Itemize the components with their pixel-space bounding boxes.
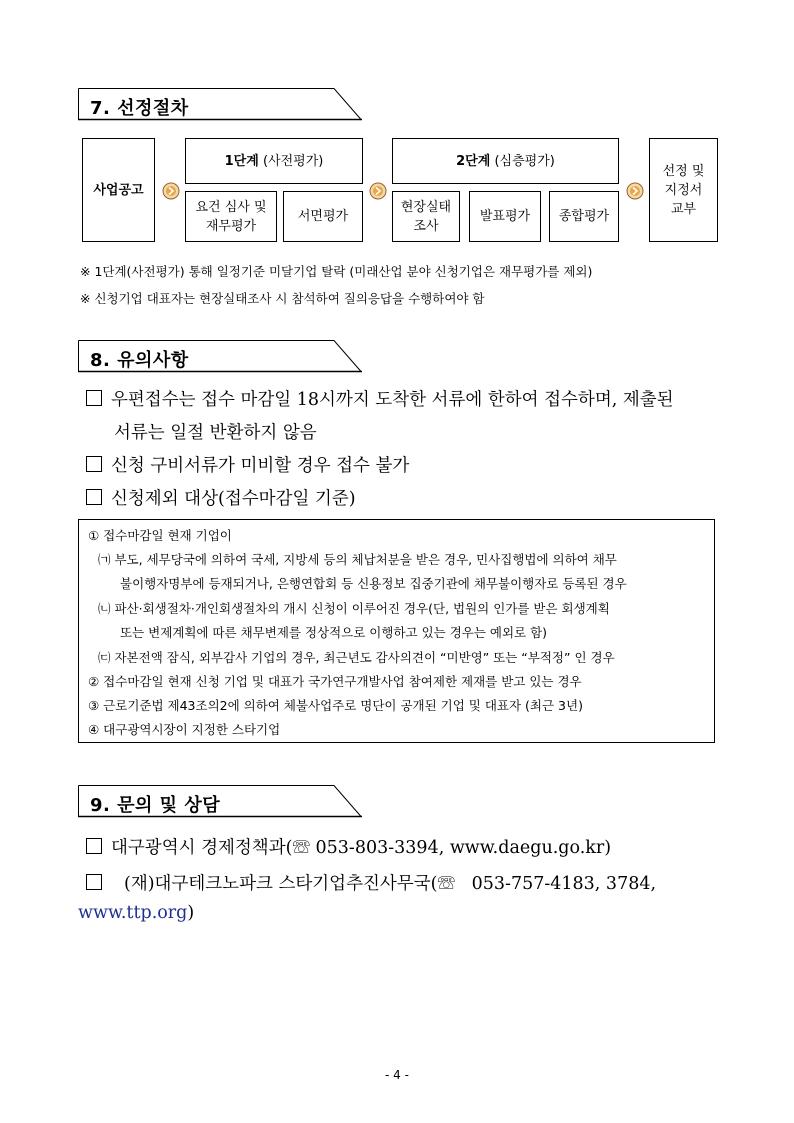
- flow-arrow-icon: [369, 182, 387, 200]
- exclusion-4: ④ 대구광역시장이 지정한 스타기업: [88, 722, 281, 737]
- contact-close-paren: ): [187, 903, 195, 923]
- exclusion-3: ③ 근로기준법 제43조의2에 의하여 체불사업주로 명단이 공개된 기업 및 대표자 (최근 3년): [88, 698, 583, 713]
- flow-stage2-field: [392, 191, 460, 242]
- checkbox-icon: [86, 390, 102, 406]
- page-number: - 4 -: [385, 1068, 409, 1082]
- phone-icon: ☏: [437, 874, 455, 894]
- contact-phone: 053-803-3394, www.daegu.go.kr): [315, 838, 612, 858]
- exclusion-1a: ㈀ 부도, 세무당국에 의하여 국세, 지방세 등의 체납처분을 받은 경우, 민사집행법에 의하여 채무: [98, 552, 617, 567]
- final-line3: 교부: [670, 201, 697, 217]
- stage2-field-line2: 조사: [413, 218, 439, 234]
- stage2-title: 2단계: [456, 153, 491, 169]
- section-9-header: [78, 785, 362, 819]
- section-8-header: [78, 340, 362, 374]
- caution-item: [86, 452, 409, 477]
- exclusion-2: ② 접수마감일 현재 신청 기업 및 대표가 국가연구개발사업 참여제한 제재를 받고 있는 경우: [88, 674, 582, 689]
- checkbox-icon: [86, 489, 102, 505]
- section-8-title: 8. 유의사항: [90, 350, 189, 371]
- checkbox-icon: [86, 874, 102, 890]
- caution-item: [86, 386, 674, 411]
- exclusion-1c: ㈂ 자본전액 잠식, 외부감사 기업의 경우, 최근년도 감사의견이 “미반영” 또는 “부적정” 인 경우: [98, 650, 615, 665]
- caution-text: 신청제외 대상(접수마감일 기준): [111, 489, 356, 509]
- contact-item: [86, 870, 656, 895]
- contact-item: [86, 834, 611, 859]
- checkbox-icon: [86, 838, 102, 854]
- contact-org: (재)대구테크노파크 스타기업추진사무국(: [124, 874, 438, 894]
- caution-text: 신청 구비서류가 미비할 경우 접수 불가: [111, 456, 410, 476]
- flow-stage2-header: [392, 138, 619, 184]
- flow-stage1-header: [185, 138, 363, 184]
- section-9-title: 9. 문의 및 상담: [90, 795, 221, 816]
- note-2: ※ 신청기업 대표자는 현장실태조사 시 참석하여 질의응답을 수행하여야 함: [80, 291, 485, 306]
- exclusion-1a-cont: 불이행자명부에 등재되거나, 은행연합회 등 신용정보 집중기관에 채무불이행자로 등록된 경우: [120, 576, 627, 591]
- contact-url-link[interactable]: www.ttp.org: [78, 903, 188, 923]
- flow-arrow-icon: [626, 182, 644, 200]
- caution-text: 우편접수는 접수 마감일 18시까지 도착한 서류에 한하여 접수하며, 제출된: [111, 390, 674, 410]
- stage1-req-line2: 재무평가: [205, 218, 257, 234]
- flow-stage2-overall: 종합평가: [549, 191, 619, 242]
- flow-stage1-requirements: [185, 191, 277, 242]
- flow-final: [649, 138, 718, 242]
- phone-icon: ☏: [292, 838, 310, 858]
- contact-phone: 053-757-4183, 3784,: [471, 874, 657, 894]
- stage2-field-line1: 현장실태: [400, 199, 452, 215]
- contact-org: 대구광역시 경제정책과(: [111, 838, 293, 858]
- caution-item: [86, 485, 356, 510]
- flow-arrow-icon: [162, 182, 180, 200]
- stage2-subtitle: (심층평가): [494, 153, 555, 169]
- section-7-header: [78, 88, 362, 122]
- flow-announce: 사업공고: [82, 138, 155, 242]
- final-line2: 지정서: [664, 182, 703, 198]
- caution-continuation: 서류는 일절 반환하지 않음: [114, 423, 317, 443]
- stage1-subtitle: (사전평가): [262, 153, 324, 169]
- contact-url-line: [78, 903, 194, 923]
- flow-stage2-presentation: 발표평가: [469, 191, 541, 242]
- final-line1: 선정 및: [662, 163, 705, 179]
- section-7-title: 7. 선정절차: [90, 98, 189, 119]
- flow-stage1-written: 서면평가: [283, 191, 363, 242]
- checkbox-icon: [86, 456, 102, 472]
- exclusion-1b-cont: 또는 변제계획에 따른 채무변제를 정상적으로 이행하고 있는 경우는 예외로 함): [120, 625, 548, 640]
- stage1-req-line1: 요건 심사 및: [195, 199, 267, 215]
- exclusion-1b: ㈁ 파산·회생절차·개인회생절차의 개시 신청이 이루어진 경우(단, 법원의 인가를 받은 회생계획: [98, 601, 610, 616]
- note-1: ※ 1단계(사전평가) 통해 일정기준 미달기업 탈락 (미래산업 분야 신청기업은 재무평가를 제외): [80, 264, 593, 279]
- stage1-title: 1단계: [224, 153, 259, 169]
- exclusion-1: ① 접수마감일 현재 기업이: [88, 528, 232, 543]
